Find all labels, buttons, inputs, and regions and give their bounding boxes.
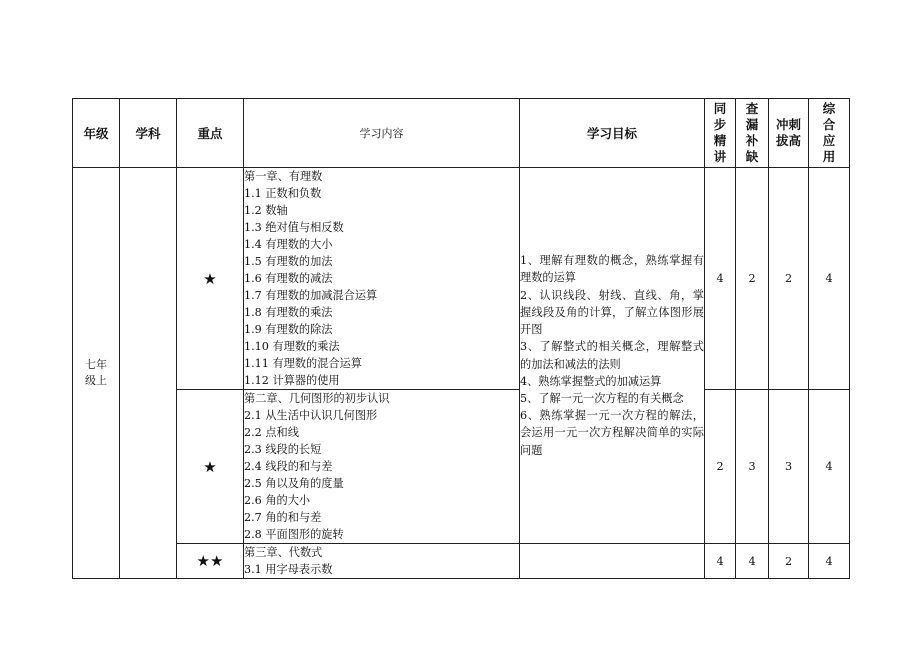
grade-cell	[73, 168, 120, 579]
score-review: 2	[736, 168, 769, 390]
goal-item: 3、了解整式的相关概念，理解整式的加法和减法的法则	[520, 340, 704, 371]
content-item: 1.7 有理数的加减混合运算	[244, 289, 378, 302]
header-review	[736, 99, 769, 168]
goals-cell	[520, 168, 705, 544]
content-item: 1.10 有理数的乘法	[244, 340, 340, 353]
content-item: 2.7 角的和与差	[244, 511, 322, 524]
content-item: 1.9 有理数的除法	[244, 323, 333, 336]
header-sync-char: 步	[713, 117, 727, 132]
content-item: 1.12 计算器的使用	[244, 374, 340, 387]
chapter-row	[73, 544, 850, 579]
content-item: 2.5 角以及角的度量	[244, 477, 344, 490]
subject-cell	[120, 168, 177, 579]
header-goal: 学习目标	[520, 99, 705, 168]
score-sprint: 3	[769, 390, 809, 544]
header-row	[73, 99, 850, 168]
score-sprint: 2	[769, 544, 809, 579]
goal-item: 4、熟练掌握整式的加减运算	[520, 374, 662, 388]
header-apply-char: 综	[822, 101, 836, 116]
content-item: 1.5 有理数的加法	[244, 255, 333, 268]
score-apply: 4	[809, 390, 850, 544]
content-item: 2.3 线段的长短	[244, 443, 322, 456]
content-item: 3.1 用字母表示数	[244, 563, 333, 576]
score-sync: 4	[705, 168, 736, 390]
score-apply: 4	[809, 168, 850, 390]
header-apply-char: 用	[822, 149, 836, 164]
header-apply	[809, 99, 850, 168]
goal-item: 2、认识线段、射线、直线、角，掌握线段及角的计算，了解立体图形展开图	[520, 288, 704, 337]
content-item: 2.2 点和线	[244, 426, 299, 439]
header-sprint-line: 拔高	[775, 133, 801, 148]
header-key-point: 重点	[177, 99, 244, 168]
goals-empty-cell	[520, 544, 705, 579]
header-sync-char: 讲	[713, 149, 727, 164]
chapter-row	[73, 168, 850, 390]
goal-item: 1、理解有理数的概念，熟练掌握有理数的运算	[520, 254, 704, 285]
score-sync: 2	[705, 390, 736, 544]
content-item: 1.8 有理数的乘法	[244, 306, 333, 319]
score-review: 4	[736, 544, 769, 579]
header-apply-char: 合	[822, 117, 836, 132]
score-sync: 4	[705, 544, 736, 579]
header-review-char: 漏	[745, 117, 759, 132]
key-point-stars: ★	[177, 390, 244, 544]
key-point-stars: ★★	[177, 544, 244, 579]
grade-label-line: 级上	[85, 374, 107, 387]
header-content: 学习内容	[244, 99, 520, 168]
chapter-row	[73, 390, 850, 544]
content-item: 2.4 线段的和与差	[244, 460, 333, 473]
content-item: 2.1 从生活中认识几何图形	[244, 409, 378, 422]
header-review-char: 查	[745, 101, 759, 116]
content-item: 2.6 角的大小	[244, 494, 311, 507]
key-point-stars: ★	[177, 168, 244, 390]
header-review-char: 补	[745, 133, 759, 148]
content-cell	[244, 390, 520, 544]
score-sprint: 2	[769, 168, 809, 390]
header-apply-char: 应	[822, 133, 836, 148]
content-item: 第二章、几何图形的初步认识	[244, 392, 390, 405]
header-sprint	[769, 99, 809, 168]
content-item: 1.6 有理数的减法	[244, 272, 333, 285]
header-review-char: 缺	[745, 149, 759, 164]
content-item: 1.11 有理数的混合运算	[244, 357, 362, 370]
grade-label-line: 七年	[85, 358, 107, 371]
study-plan-table	[72, 98, 850, 579]
header-sync-char: 精	[713, 133, 727, 148]
content-cell	[244, 544, 520, 579]
score-review: 3	[736, 390, 769, 544]
header-grade: 年级	[73, 99, 120, 168]
score-apply: 4	[809, 544, 850, 579]
content-item: 1.1 正数和负数	[244, 187, 322, 200]
header-sync-char: 同	[713, 101, 727, 116]
goal-item: 5、了解一元一次方程的有关概念	[520, 391, 684, 405]
content-item: 第一章、有理数	[244, 170, 323, 183]
header-sync	[705, 99, 736, 168]
header-subject: 学科	[120, 99, 177, 168]
content-item: 第三章、代数式	[244, 546, 323, 559]
content-item: 1.2 数轴	[244, 204, 288, 217]
goal-item: 6、熟练掌握一元一次方程的解法，会运用一元一次方程解决简单的实际问题	[520, 409, 704, 457]
header-sprint-line: 冲刺	[775, 117, 801, 132]
content-item: 1.3 绝对值与相反数	[244, 221, 344, 234]
content-cell	[244, 168, 520, 390]
content-item: 2.8 平面图形的旋转	[244, 528, 344, 541]
content-item: 1.4 有理数的大小	[244, 238, 333, 251]
